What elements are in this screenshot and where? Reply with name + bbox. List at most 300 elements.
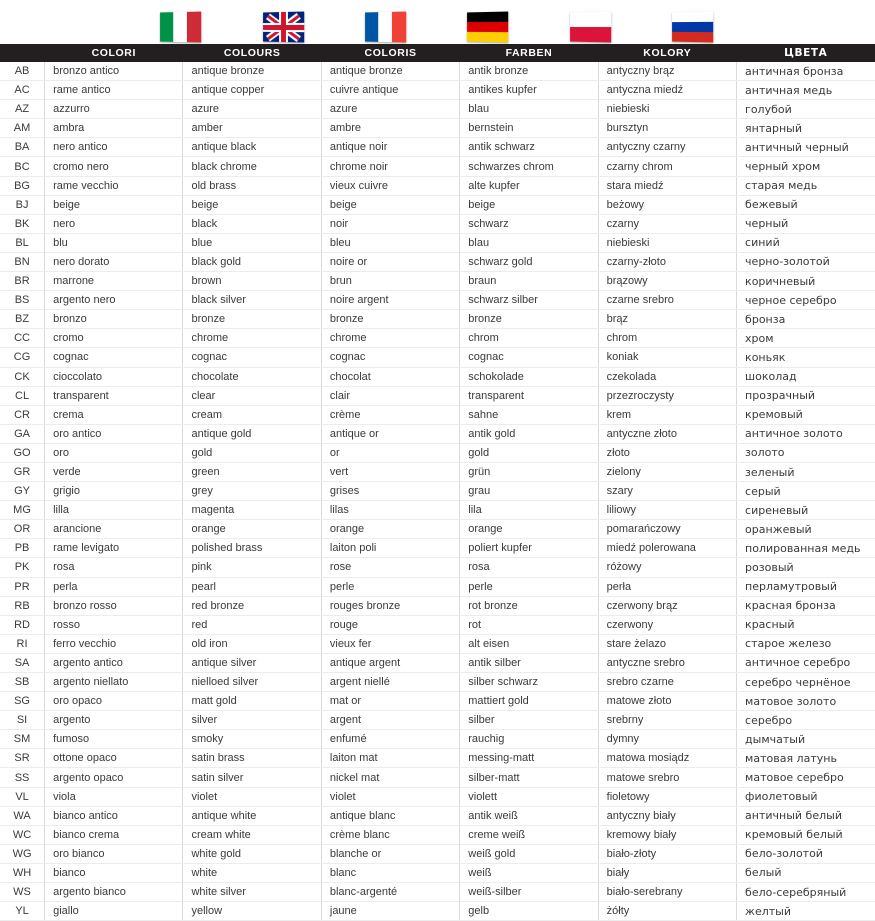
cell-color-name: золото xyxy=(737,443,875,462)
cell-color-code: PK xyxy=(0,558,45,577)
cell-color-name: rosa xyxy=(460,558,598,577)
cell-color-name: mat or xyxy=(321,692,459,711)
cell-color-name: beige xyxy=(321,195,459,214)
cell-color-name: cognac xyxy=(460,348,598,367)
cell-color-code: YL xyxy=(0,902,45,921)
cell-color-name: chrome xyxy=(183,329,321,348)
cell-color-code: BR xyxy=(0,272,45,291)
cell-color-name: polished brass xyxy=(183,539,321,558)
flag-cell-united-kingdom xyxy=(231,12,333,42)
cell-color-name: liliowy xyxy=(598,501,736,520)
cell-color-name: matt gold xyxy=(183,692,321,711)
cell-color-name: желтый xyxy=(737,902,875,921)
cell-color-name: cromo xyxy=(45,329,183,348)
cell-color-name: античная медь xyxy=(737,81,875,100)
cell-color-name: antique gold xyxy=(183,424,321,443)
cell-color-name: rosso xyxy=(45,615,183,634)
cell-color-name: бронза xyxy=(737,310,875,329)
cell-color-name: satin silver xyxy=(183,768,321,787)
table-row xyxy=(0,119,875,138)
cell-color-name: amber xyxy=(183,119,321,138)
cell-color-name: czekolada xyxy=(598,367,736,386)
cell-color-name: schwarz silber xyxy=(460,291,598,310)
cell-color-name: argent xyxy=(321,711,459,730)
cell-color-name: красный xyxy=(737,615,875,634)
cell-color-name: black gold xyxy=(183,252,321,271)
cell-color-name: braun xyxy=(460,272,598,291)
column-header-italian: COLORI xyxy=(45,44,183,62)
cell-color-name: античная бронза xyxy=(737,62,875,81)
cell-color-name: alt eisen xyxy=(460,634,598,653)
cell-color-name: pink xyxy=(183,558,321,577)
cell-color-name: giallo xyxy=(45,902,183,921)
cell-color-name: weiß-silber xyxy=(460,883,598,902)
cell-color-name: nero antico xyxy=(45,138,183,157)
cell-color-name: perle xyxy=(321,577,459,596)
cell-color-name: chocolat xyxy=(321,367,459,386)
flag-cell-france xyxy=(334,12,436,42)
cell-color-name: silber-matt xyxy=(460,768,598,787)
cell-color-name: antyczny brąz xyxy=(598,62,736,81)
cell-color-name: blue xyxy=(183,233,321,252)
cell-color-name: ambre xyxy=(321,119,459,138)
cell-color-name: матовое серебро xyxy=(737,768,875,787)
table-row xyxy=(0,520,875,539)
table-row xyxy=(0,692,875,711)
cell-color-name: transparent xyxy=(460,386,598,405)
table-row xyxy=(0,577,875,596)
cell-color-name: chrom xyxy=(598,329,736,348)
cell-color-name: оранжевый xyxy=(737,520,875,539)
cell-color-name: oro antico xyxy=(45,424,183,443)
cell-color-name: фиолетовый xyxy=(737,787,875,806)
flag-cell-poland xyxy=(539,12,641,42)
cell-color-name: noire or xyxy=(321,252,459,271)
cell-color-name: cream white xyxy=(183,825,321,844)
cell-color-name: grey xyxy=(183,482,321,501)
cell-color-code: SR xyxy=(0,749,45,768)
cell-color-name: antique bronze xyxy=(321,62,459,81)
table-row xyxy=(0,558,875,577)
cell-color-name: perla xyxy=(45,577,183,596)
cell-color-name: weiß gold xyxy=(460,844,598,863)
cell-color-code: PB xyxy=(0,539,45,558)
cell-color-name: laiton poli xyxy=(321,539,459,558)
cell-color-name: серый xyxy=(737,482,875,501)
cell-color-name: koniak xyxy=(598,348,736,367)
cell-color-name: бело-золотой xyxy=(737,844,875,863)
cell-color-name: черный xyxy=(737,214,875,233)
cell-color-name: grises xyxy=(321,482,459,501)
cell-color-name: antique black xyxy=(183,138,321,157)
cell-color-name: biało-serebrany xyxy=(598,883,736,902)
cell-color-code: BG xyxy=(0,176,45,195)
cell-color-code: PR xyxy=(0,577,45,596)
cell-color-name: черное серебро xyxy=(737,291,875,310)
table-row xyxy=(0,348,875,367)
cell-color-name: rosa xyxy=(45,558,183,577)
cell-color-code: SG xyxy=(0,692,45,711)
cell-color-name: бело-серебряный xyxy=(737,883,875,902)
table-row xyxy=(0,176,875,195)
cell-color-name: beige xyxy=(45,195,183,214)
cell-color-name: magenta xyxy=(183,501,321,520)
cell-color-name: argento nero xyxy=(45,291,183,310)
cell-color-name: античный белый xyxy=(737,806,875,825)
cell-color-name: creme weiß xyxy=(460,825,598,844)
cell-color-name: noir xyxy=(321,214,459,233)
cell-color-name: schwarz gold xyxy=(460,252,598,271)
cell-color-name: lila xyxy=(460,501,598,520)
cell-color-code: AZ xyxy=(0,100,45,119)
cell-color-name: beige xyxy=(460,195,598,214)
table-row xyxy=(0,233,875,252)
cell-color-name: antyczna miedź xyxy=(598,81,736,100)
cell-color-code: CG xyxy=(0,348,45,367)
column-header-french: COLORIS xyxy=(321,44,459,62)
cell-color-code: VL xyxy=(0,787,45,806)
cell-color-name: fioletowy xyxy=(598,787,736,806)
cell-color-name: pomarańczowy xyxy=(598,520,736,539)
cell-color-name: silver xyxy=(183,711,321,730)
table-row xyxy=(0,653,875,672)
cell-color-name: antyczne złoto xyxy=(598,424,736,443)
cell-color-name: czarny chrom xyxy=(598,157,736,176)
cell-color-name: argento bianco xyxy=(45,883,183,902)
table-row xyxy=(0,405,875,424)
flag-france-icon xyxy=(365,12,406,43)
cell-color-name: srebro czarne xyxy=(598,673,736,692)
cell-color-name: beżowy xyxy=(598,195,736,214)
cell-color-name: vieux fer xyxy=(321,634,459,653)
cell-color-name: chrom xyxy=(460,329,598,348)
cell-color-name: matowe srebro xyxy=(598,768,736,787)
cell-color-name: azure xyxy=(321,100,459,119)
cell-color-name: полированная медь xyxy=(737,539,875,558)
cell-color-name: bronzo rosso xyxy=(45,596,183,615)
cell-color-code: GR xyxy=(0,462,45,481)
table-row xyxy=(0,615,875,634)
cell-color-name: clair xyxy=(321,386,459,405)
cell-color-name: antik bronze xyxy=(460,62,598,81)
cell-color-name: clear xyxy=(183,386,321,405)
cell-color-name: rouge xyxy=(321,615,459,634)
cell-color-name: crème xyxy=(321,405,459,424)
table-row xyxy=(0,787,875,806)
cell-color-name: violett xyxy=(460,787,598,806)
cell-color-name: alte kupfer xyxy=(460,176,598,195)
cell-color-name: krem xyxy=(598,405,736,424)
cell-color-name: pearl xyxy=(183,577,321,596)
table-row xyxy=(0,902,875,921)
cell-color-name: bronze xyxy=(321,310,459,329)
column-header-russian: ЦВЕТА xyxy=(737,44,875,62)
flag-italy-icon xyxy=(160,12,201,43)
cell-color-code: CK xyxy=(0,367,45,386)
cell-color-name: argento opaco xyxy=(45,768,183,787)
cell-color-name: old iron xyxy=(183,634,321,653)
table-row xyxy=(0,310,875,329)
cell-color-name: antyczny czarny xyxy=(598,138,736,157)
cell-color-name: azzurro xyxy=(45,100,183,119)
cell-color-name: lilas xyxy=(321,501,459,520)
cell-color-code: RB xyxy=(0,596,45,615)
cell-color-name: grün xyxy=(460,462,598,481)
table-row xyxy=(0,214,875,233)
cell-color-code: SI xyxy=(0,711,45,730)
cell-color-name: blanc xyxy=(321,863,459,882)
table-row xyxy=(0,501,875,520)
table-row xyxy=(0,825,875,844)
cell-color-name: oro bianco xyxy=(45,844,183,863)
cell-color-name: green xyxy=(183,462,321,481)
flag-cell-italy xyxy=(129,12,231,42)
cell-color-name: rauchig xyxy=(460,730,598,749)
cell-color-code: BZ xyxy=(0,310,45,329)
cell-color-name: or xyxy=(321,443,459,462)
cell-color-name: розовый xyxy=(737,558,875,577)
cell-color-name: srebrny xyxy=(598,711,736,730)
cell-color-name: античное серебро xyxy=(737,653,875,672)
table-row xyxy=(0,673,875,692)
cell-color-name: jaune xyxy=(321,902,459,921)
cell-color-name: bronze xyxy=(460,310,598,329)
cell-color-name: antik gold xyxy=(460,424,598,443)
cell-color-name: szary xyxy=(598,482,736,501)
cell-color-name: laiton mat xyxy=(321,749,459,768)
cell-color-name: antique white xyxy=(183,806,321,825)
cell-color-name: chrome xyxy=(321,329,459,348)
cell-color-name: orange xyxy=(460,520,598,539)
cell-color-name: różowy xyxy=(598,558,736,577)
cell-color-code: CR xyxy=(0,405,45,424)
cell-color-name: white silver xyxy=(183,883,321,902)
cell-color-name: chocolate xyxy=(183,367,321,386)
cell-color-name: żółty xyxy=(598,902,736,921)
cell-color-name: gold xyxy=(460,443,598,462)
cell-color-name: czarny xyxy=(598,214,736,233)
table-row xyxy=(0,482,875,501)
cell-color-name: antique copper xyxy=(183,81,321,100)
cell-color-name: transparent xyxy=(45,386,183,405)
cell-color-code: WS xyxy=(0,883,45,902)
cell-color-name: blanche or xyxy=(321,844,459,863)
flag-cell-germany xyxy=(436,12,538,42)
cell-color-code: GA xyxy=(0,424,45,443)
cell-color-name: синий xyxy=(737,233,875,252)
cell-color-name: перламутровый xyxy=(737,577,875,596)
cell-color-name: bianco xyxy=(45,863,183,882)
cell-color-name: cioccolato xyxy=(45,367,183,386)
cell-color-name: oro opaco xyxy=(45,692,183,711)
table-row xyxy=(0,863,875,882)
cell-color-name: nickel mat xyxy=(321,768,459,787)
cell-color-name: red xyxy=(183,615,321,634)
table-row xyxy=(0,386,875,405)
flag-poland-icon xyxy=(570,12,611,43)
table-row xyxy=(0,711,875,730)
cell-color-name: bianco antico xyxy=(45,806,183,825)
cell-color-code: SA xyxy=(0,653,45,672)
table-row xyxy=(0,424,875,443)
cell-color-name: chrome noir xyxy=(321,157,459,176)
cell-color-name: perła xyxy=(598,577,736,596)
cell-color-name: satin brass xyxy=(183,749,321,768)
table-row xyxy=(0,272,875,291)
cell-color-name: sahne xyxy=(460,405,598,424)
cell-color-name: zielony xyxy=(598,462,736,481)
cell-color-name: nero xyxy=(45,214,183,233)
cell-color-name: nielloed silver xyxy=(183,673,321,692)
cell-color-name: bronzo xyxy=(45,310,183,329)
cell-color-name: белый xyxy=(737,863,875,882)
cell-color-name: perle xyxy=(460,577,598,596)
cell-color-name: gold xyxy=(183,443,321,462)
cell-color-name: bronze xyxy=(183,310,321,329)
cell-color-name: schwarzes chrom xyxy=(460,157,598,176)
cell-color-code: BL xyxy=(0,233,45,252)
table-row xyxy=(0,462,875,481)
cell-color-name: античный черный xyxy=(737,138,875,157)
cell-color-name: mattiert gold xyxy=(460,692,598,711)
cell-color-name: янтарный xyxy=(737,119,875,138)
flag-cell-russia xyxy=(641,12,743,42)
cell-color-name: antique bronze xyxy=(183,62,321,81)
cell-color-name: silber xyxy=(460,711,598,730)
cell-color-name: messing-matt xyxy=(460,749,598,768)
cell-color-name: schokolade xyxy=(460,367,598,386)
cell-color-name: antik schwarz xyxy=(460,138,598,157)
cell-color-name: bronzo antico xyxy=(45,62,183,81)
table-row xyxy=(0,844,875,863)
cell-color-name: lilla xyxy=(45,501,183,520)
cell-color-name: rose xyxy=(321,558,459,577)
cell-color-name: бежевый xyxy=(737,195,875,214)
cell-color-name: biały xyxy=(598,863,736,882)
cell-color-code: OR xyxy=(0,520,45,539)
cell-color-code: WH xyxy=(0,863,45,882)
table-row xyxy=(0,291,875,310)
cell-color-name: crème blanc xyxy=(321,825,459,844)
cell-color-name: кремовый белый xyxy=(737,825,875,844)
cell-color-code: RI xyxy=(0,634,45,653)
column-header-english: COLOURS xyxy=(183,44,321,62)
cell-color-name: античное золото xyxy=(737,424,875,443)
cell-color-code: MG xyxy=(0,501,45,520)
cell-color-name: azure xyxy=(183,100,321,119)
cell-color-name: blanc-argenté xyxy=(321,883,459,902)
table-row xyxy=(0,157,875,176)
cell-color-name: czerwony brąz xyxy=(598,596,736,615)
cell-color-name: biało-złoty xyxy=(598,844,736,863)
cell-color-name: ambra xyxy=(45,119,183,138)
cell-color-name: antyczny biały xyxy=(598,806,736,825)
cell-color-name: orange xyxy=(183,520,321,539)
cell-color-code: SS xyxy=(0,768,45,787)
cell-color-name: матовое золото xyxy=(737,692,875,711)
cell-color-name: oro xyxy=(45,443,183,462)
cell-color-name: antique blanc xyxy=(321,806,459,825)
cell-color-code: BA xyxy=(0,138,45,157)
cell-color-name: rame levigato xyxy=(45,539,183,558)
table-row xyxy=(0,539,875,558)
cell-color-name: шоколад xyxy=(737,367,875,386)
cell-color-name: черно-золотой xyxy=(737,252,875,271)
cell-color-name: weiß xyxy=(460,863,598,882)
cell-color-name: grigio xyxy=(45,482,183,501)
cell-color-code: WG xyxy=(0,844,45,863)
cell-color-name: зеленый xyxy=(737,462,875,481)
cell-color-name: матовая латунь xyxy=(737,749,875,768)
cell-color-name: cream xyxy=(183,405,321,424)
cell-color-name: antique silver xyxy=(183,653,321,672)
table-row xyxy=(0,329,875,348)
cell-color-name: прозрачный xyxy=(737,386,875,405)
cell-color-name: yellow xyxy=(183,902,321,921)
cell-color-code: BS xyxy=(0,291,45,310)
cell-color-name: antik weiß xyxy=(460,806,598,825)
cell-color-name: violet xyxy=(183,787,321,806)
cell-color-name: argento antico xyxy=(45,653,183,672)
cell-color-code: SB xyxy=(0,673,45,692)
cell-color-name: matowe złoto xyxy=(598,692,736,711)
cell-color-name: ottone opaco xyxy=(45,749,183,768)
cell-color-code: AC xyxy=(0,81,45,100)
cell-color-name: rouges bronze xyxy=(321,596,459,615)
cell-color-name: orange xyxy=(321,520,459,539)
cell-color-name: голубой xyxy=(737,100,875,119)
cell-color-name: серебро чернёное xyxy=(737,673,875,692)
cell-color-code: WA xyxy=(0,806,45,825)
flag-russia-icon xyxy=(672,12,713,43)
cell-color-name: black chrome xyxy=(183,157,321,176)
cell-color-code: AM xyxy=(0,119,45,138)
cell-color-name: blau xyxy=(460,100,598,119)
cell-color-name: silber schwarz xyxy=(460,673,598,692)
cell-color-name: crema xyxy=(45,405,183,424)
cell-color-name: viola xyxy=(45,787,183,806)
cell-color-name: matowa mosiądz xyxy=(598,749,736,768)
cell-color-code: BN xyxy=(0,252,45,271)
cell-color-name: grau xyxy=(460,482,598,501)
cell-color-name: marrone xyxy=(45,272,183,291)
table-header xyxy=(0,44,875,62)
table-row xyxy=(0,81,875,100)
flag-row xyxy=(0,0,875,42)
table-row xyxy=(0,634,875,653)
cell-color-name: antyczne srebro xyxy=(598,653,736,672)
cell-color-name: red bronze xyxy=(183,596,321,615)
cell-color-name: brown xyxy=(183,272,321,291)
cell-color-name: stare żelazo xyxy=(598,634,736,653)
cell-color-code: GO xyxy=(0,443,45,462)
cell-color-name: antik silber xyxy=(460,653,598,672)
cell-color-name: серебро xyxy=(737,711,875,730)
cell-color-name: smoky xyxy=(183,730,321,749)
cell-color-name: argent niellé xyxy=(321,673,459,692)
cell-color-name: красная бронза xyxy=(737,596,875,615)
cell-color-name: bernstein xyxy=(460,119,598,138)
cell-color-name: vert xyxy=(321,462,459,481)
table-header-row xyxy=(0,44,875,62)
cell-color-name: vieux cuivre xyxy=(321,176,459,195)
cell-color-name: кремовый xyxy=(737,405,875,424)
column-header-german: FARBEN xyxy=(460,44,598,62)
cell-color-name: brąz xyxy=(598,310,736,329)
table-row xyxy=(0,883,875,902)
cell-color-name: white xyxy=(183,863,321,882)
table-row xyxy=(0,768,875,787)
